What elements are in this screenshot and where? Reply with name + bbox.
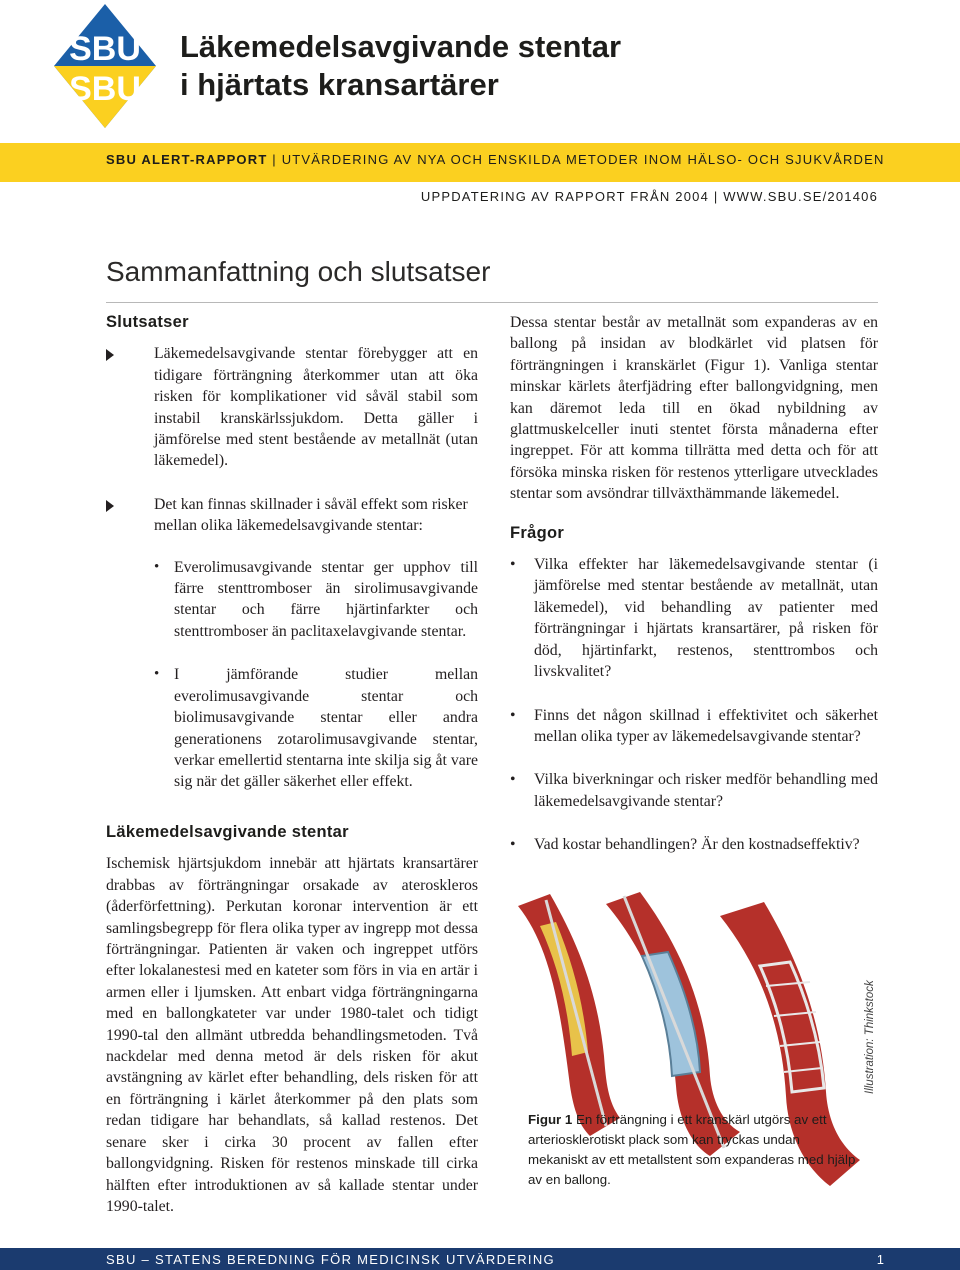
vessel-plaque-stage (518, 894, 620, 1136)
question-item (510, 834, 878, 855)
logo-text-top: SBU (69, 30, 141, 68)
document-title (180, 28, 880, 104)
summary-title: Sammanfattning och slutsatser (106, 256, 491, 287)
drug-stents-section (106, 822, 478, 1217)
update-line: UPPDATERING AV RAPPORT FRÅN 2004 | WWW.SBU.SE/201406 (420, 189, 878, 204)
figure-label: Figur 1 (528, 1112, 573, 1127)
question-item (510, 769, 878, 812)
questions-list (510, 554, 878, 855)
question-text: Vilka effekter har läkemedelsavgivande stentar (i jämförelse med stentar bestående av metallnät, utan läkemedel), vid behandling av patienter med förträngningar i hjärtats kransartärer, på risken för död, hjärtinfarkt, restenos, stenttrombos och livskvalitet? (534, 556, 878, 681)
question-item (510, 705, 878, 748)
conclusions-heading: Slutsatser (106, 313, 189, 331)
conclusion-item (106, 494, 478, 793)
divider (106, 302, 878, 303)
conclusion-sub-list (154, 557, 478, 793)
credit-text: Illustration: Thinkstock (864, 980, 876, 1094)
page-number: 1 (876, 1252, 884, 1267)
conclusion-sub-item (154, 664, 478, 792)
report-type-description: UTVÄRDERING AV NYA OCH ENSKILDA METODER INOM HÄLSO- OCH SJUKVÅRDEN (281, 152, 885, 167)
sub-item-text: I jämförande studier mellan everolimusavgivande stentar och biolimusavgivande stentar eller andra generationens zotarolimusavgivande stentar, verkar emellertid stentarna inte skilja sig åt vare sig när det gäller säkerhet eller effekt. (174, 666, 478, 791)
logo-text-bottom: SBU (69, 70, 141, 108)
conclusion-text: Läkemedelsavgivande stentar förebygger att en tidigare förträngning återkommer utan att öka risken för komplikationer vid såväl stabil som instabil kranskärlssjukdom. Detta gäller i jämförelse med stent bestående av metallnät (utan läkemedel). (154, 345, 478, 470)
conclusions-list (106, 343, 478, 792)
illustration-credit (860, 964, 880, 1094)
arrow-bullet-icon (106, 500, 114, 512)
stent-intro-paragraph: Dessa stentar består av metallnät som expanderas av en ballong på insidan av blodkärlet vid platsen för förträngningen i kranskärlet (Figur 1). Vanliga stentar minskar kärlets återfjädring efter ballongvidgning, men kan däremot leda till en ökad nybildning av glattmuskelceller inuti stentet första månaderna efter ingreppet. För att komma tillrätta med detta och för att försöka minska risken för restenos ytterligare utvecklades stentar som avsöndrar tillväxthämmande läkemedel. (510, 314, 878, 503)
title-line-2: i hjärtats kransartärer (180, 67, 499, 102)
right-column (510, 312, 878, 878)
bullet-dot-icon: • (154, 666, 160, 683)
drug-stents-heading: Läkemedelsavgivande stentar (106, 823, 349, 841)
questions-heading: Frågor (510, 523, 565, 542)
figure-caption (528, 1110, 858, 1190)
bullet-dot-icon: • (510, 836, 516, 854)
question-item (510, 554, 878, 682)
bullet-dot-icon: • (510, 706, 516, 724)
conclusion-text: Det kan finnas skillnader i såväl effekt som risker mellan olika läkemedelsavgivande stentar: (154, 495, 468, 535)
conclusion-sub-item (154, 557, 478, 643)
figure-caption-text: En förträngning i ett kranskärl utgörs av ett arteriosklerotiskt plack som kan tryckas undan mekaniskt av ett metallstent som expanderas med hjälp av en ballong. (528, 1112, 856, 1187)
footer-text: SBU – STATENS BEREDNING FÖR MEDICINSK UTVÄRDERING (106, 1252, 555, 1267)
question-text: Finns det någon skillnad i effektivitet och säkerhet mellan olika typer av läkemedelsavgivande stentar? (534, 706, 878, 745)
drug-stents-body: Ischemisk hjärtsjukdom innebär att hjärtats kransartärer drabbas av förträngningar orsakade av ateroskleros (åderförfettning). Perkutan koronar intervention är ett samlingsbegrepp för flera olika typer av ingrepp mot dessa förträngningar. Patienten är vaken och ingreppet utförs efter lokalanestesi med en kateter som förs in via en artär i armen eller i ljumsken. Att enbart vidga förträngningarna med en ballongkateter var under 1980-talet och tidigt 1990-tal den allmänt utbredda behandlingsmetoden. Två nackdelar med denna metod är dels risken för akut avstängning av kärlet efter behandling, dels risken för att en förträngning i kärlet återkommer på den plats som redan tidigare har behandlats, så kallad restenos. Det senare sker i cirka 30 procent av fallen efter ballongvidgning. Risken för restenos minskade till cirka hälften efter introduktionen av så kallade stentar under 1990-talet. (106, 855, 478, 1215)
bullet-dot-icon: • (510, 771, 516, 789)
report-type-text (106, 152, 926, 167)
question-text: Vad kostar behandlingen? Är den kostnadseffektiv? (534, 836, 860, 854)
bullet-dot-icon: • (154, 558, 160, 575)
conclusion-item (106, 343, 478, 471)
left-column (106, 312, 478, 815)
title-line-1: Läkemedelsavgivande stentar (180, 29, 622, 64)
sbu-logo (52, 2, 158, 130)
question-text: Vilka biverkningar och risker medför behandling med läkemedelsavgivande stentar? (534, 771, 878, 810)
arrow-bullet-icon (106, 349, 114, 361)
sub-item-text: Everolimusavgivande stentar ger upphov till färre stenttromboser än sirolimusavgivande stentar och färre hjärtinfarkter och stenttromboser än paclitaxelavgivande stentar. (174, 558, 478, 640)
band-separator: | (267, 152, 282, 167)
report-type-label: SBU ALERT-RAPPORT (106, 152, 268, 167)
bullet-dot-icon: • (510, 556, 516, 574)
